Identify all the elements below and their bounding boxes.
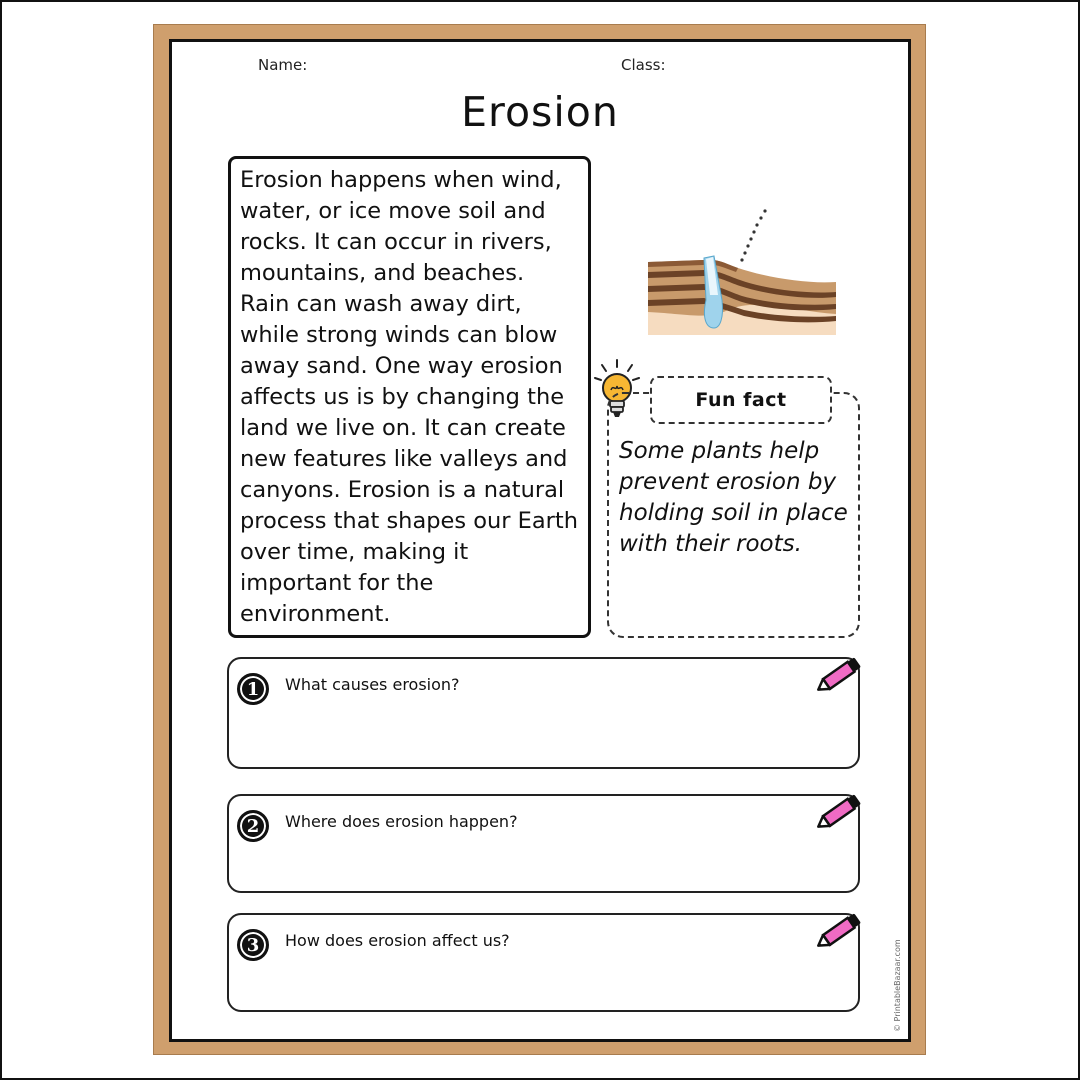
question-number: 3: [237, 929, 269, 961]
credit-text: © PrintableBazaar.com: [893, 939, 902, 1032]
reading-passage: Erosion happens when wind, water, or ice move soil and rocks. It can occur in rivers, mountains, and beaches. Rain can wash away dirt, while strong winds can blow away sand. One way erosion affects us is by changing the land we live on. It can create new features like valleys and canyons. Erosion is a natural process that shapes our Earth over time, making it important for the environment.: [240, 167, 578, 627]
fun-fact-label: Fun fact: [650, 376, 832, 424]
reading-passage-box: [228, 156, 591, 638]
page-title: Erosion: [461, 88, 619, 136]
pencil-icon: [814, 907, 868, 955]
name-label: Name:: [258, 56, 308, 74]
class-label: Class:: [621, 56, 666, 74]
question-2-answer-box[interactable]: [227, 794, 860, 893]
pencil-icon: [814, 651, 868, 699]
eroded-soil-layers-illustration: [648, 200, 838, 340]
question-text: Where does erosion happen?: [285, 812, 518, 831]
question-number: 2: [237, 810, 269, 842]
pencil-icon: [814, 788, 868, 836]
question-3-answer-box[interactable]: [227, 913, 860, 1012]
fun-fact-text: Some plants help prevent erosion by holding soil in place with their roots.: [619, 438, 848, 557]
question-text: What causes erosion?: [285, 675, 460, 694]
question-number: 1: [237, 673, 269, 705]
question-1-answer-box[interactable]: [227, 657, 860, 769]
question-text: How does erosion affect us?: [285, 931, 510, 950]
